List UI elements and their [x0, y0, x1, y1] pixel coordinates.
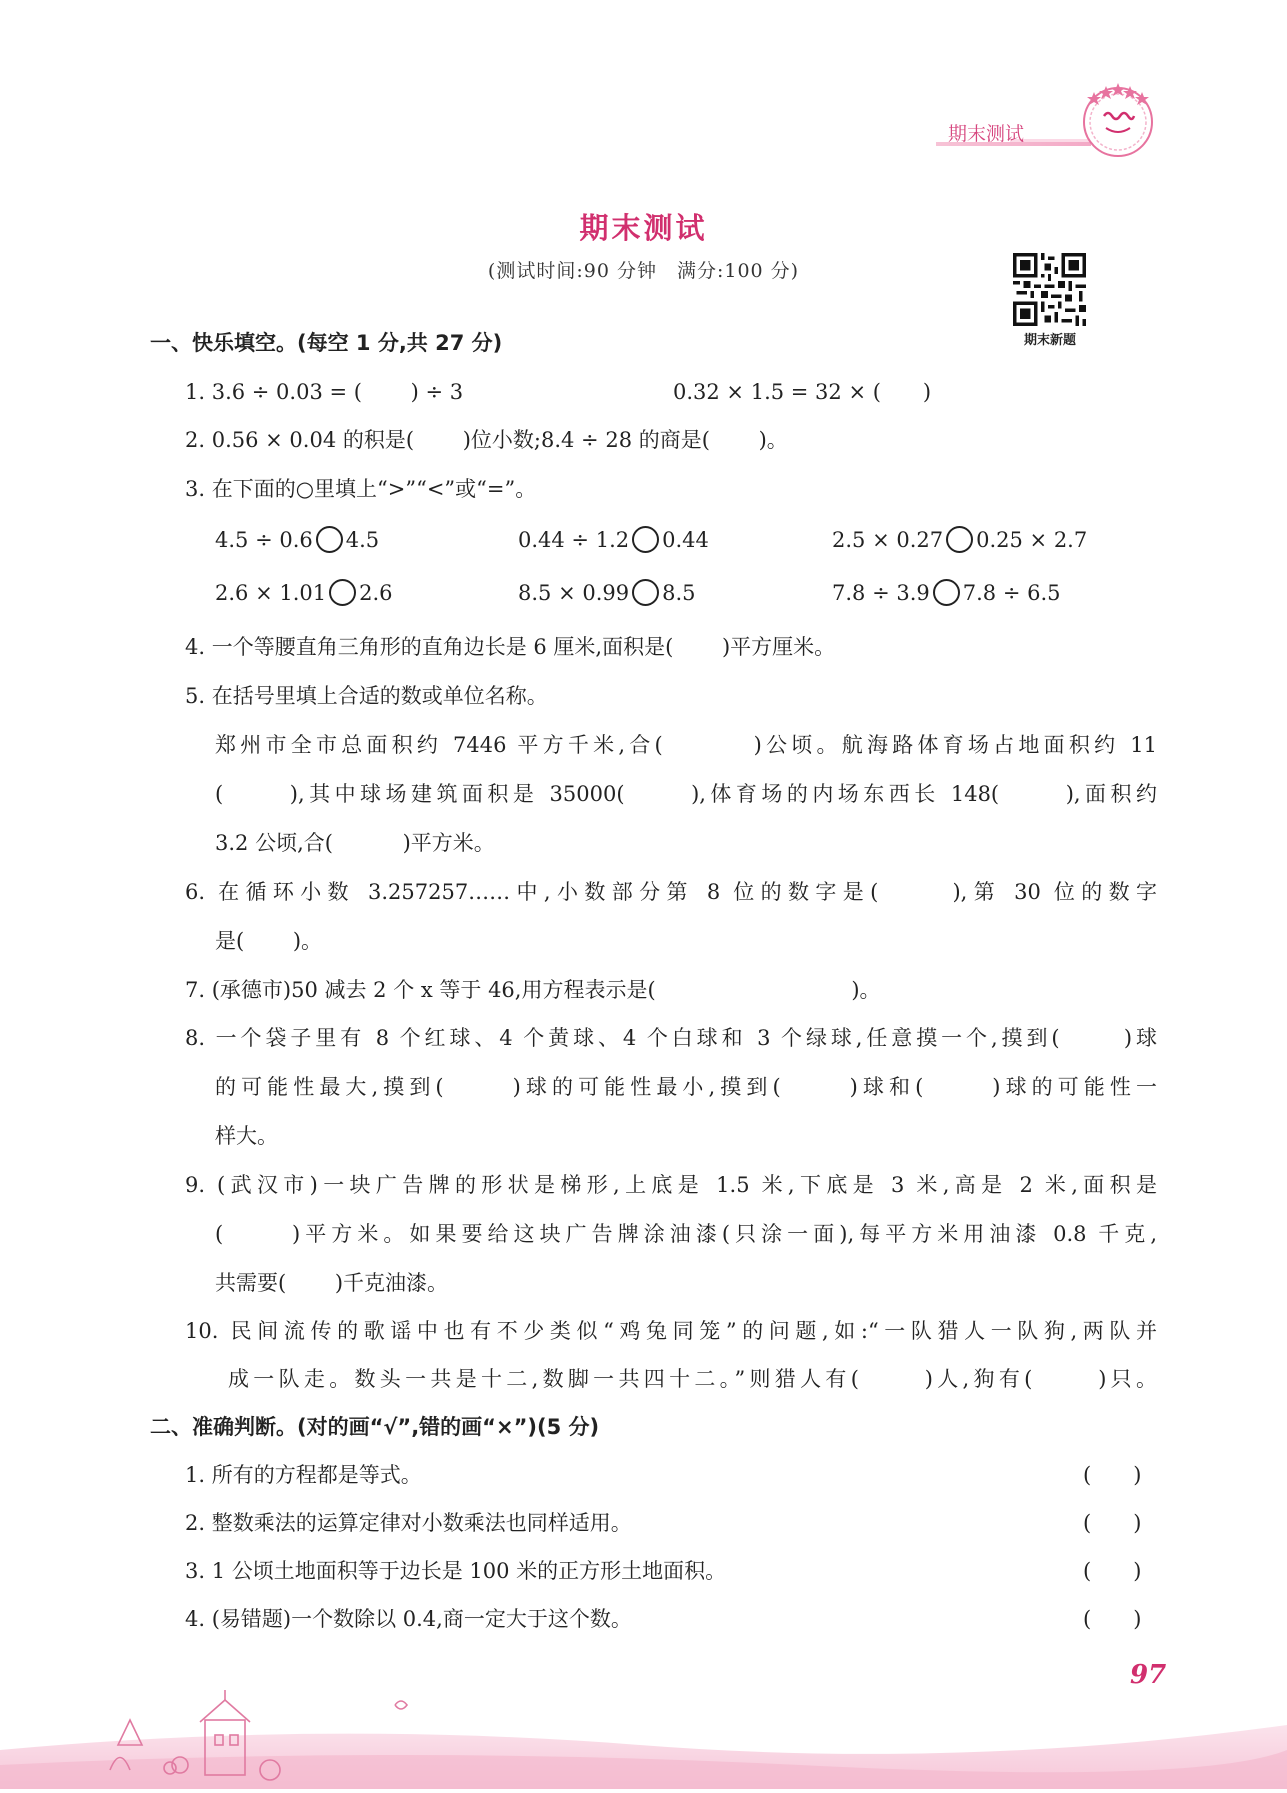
question-6-line: 是( )。 [215, 929, 323, 953]
compare-right: 0.25 × 2.7 [976, 528, 1088, 552]
answer-circle[interactable] [946, 526, 973, 553]
compare-left: 2.5 × 0.27 [832, 528, 944, 552]
answer-circle[interactable] [632, 526, 659, 553]
judge-item: 3. 1 公顷土地面积等于边长是 100 米的正方形土地面积。 [185, 1559, 727, 1583]
question-10: 10. 民间流传的歌谣中也有不少类似“鸡兔同笼”的问题,如:“一队猎人一队狗,两队并 [185, 1319, 1157, 1343]
compare-item [832, 526, 1087, 553]
brand-badge-icon [1077, 78, 1159, 160]
question-8-line: 样大。 [215, 1124, 278, 1148]
question-1a: 1. 3.6 ÷ 0.03 = ( ) ÷ 3 [185, 380, 464, 404]
question-7: 7. (承德市)50 减去 2 个 x 等于 46,用方程表示是( )。 [185, 978, 881, 1002]
compare-item [215, 526, 379, 553]
compare-left: 4.5 ÷ 0.6 [215, 528, 313, 552]
judge-item: 1. 所有的方程都是等式。 [185, 1463, 422, 1487]
question-6: 6. 在循环小数 3.257257……中,小数部分第 8 位的数字是( ),第 30 位的数字 [185, 880, 1157, 904]
compare-right: 4.5 [345, 528, 380, 552]
answer-circle[interactable] [316, 526, 343, 553]
qr-code-icon [1013, 253, 1086, 326]
question-1b: 0.32 × 1.5 = 32 × ( ) [673, 380, 932, 404]
judge-item: 2. 整数乘法的运算定律对小数乘法也同样适用。 [185, 1511, 632, 1535]
judge-answer-blank[interactable]: ( ) [1083, 1607, 1142, 1631]
section-2-heading: 二、准确判断。(对的画“√”,错的画“×”)(5 分) [150, 1415, 600, 1439]
compare-item [832, 579, 1061, 606]
compare-right: 8.5 [662, 581, 696, 605]
page-title: 期末测试 [579, 211, 708, 245]
compare-left: 2.6 × 1.01 [215, 581, 327, 605]
question-9-line: ( )平方米。如果要给这块广告牌涂油漆(只涂一面),每平方米用油漆 0.8 千克, [215, 1222, 1157, 1246]
question-8-line: 的可能性最大,摸到( )球的可能性最小,摸到( )球和( )球的可能性一 [215, 1075, 1157, 1099]
question-2: 2. 0.56 × 0.04 的积是( )位小数;8.4 ÷ 28 的商是( )。 [185, 428, 788, 452]
question-9: 9. (武汉市)一块广告牌的形状是梯形,上底是 1.5 米,下底是 3 米,高是 2 米,面积是 [185, 1173, 1157, 1197]
compare-item [215, 579, 393, 606]
question-5-line: 郑州市全市总面积约 7446 平方千米,合( )公顷。航海路体育场占地面积约 11 [215, 733, 1157, 757]
question-5-line: 3.2 公顷,合( )平方米。 [215, 831, 495, 855]
qr-label: 期末新题 [1023, 333, 1076, 348]
question-8: 8. 一个袋子里有 8 个红球、4 个黄球、4 个白球和 3 个绿球,任意摸一个,摸到( )球 [185, 1026, 1157, 1050]
compare-left: 8.5 × 0.99 [518, 581, 630, 605]
question-9-line: 共需要( )千克油漆。 [215, 1271, 449, 1295]
question-5-line: ( ),其中球场建筑面积是 35000( ),体育场的内场东西长 148( ),面积约 [215, 782, 1157, 806]
question-5: 5. 在括号里填上合适的数或单位名称。 [185, 684, 548, 708]
compare-right: 2.6 [359, 581, 393, 605]
compare-right: 7.8 ÷ 6.5 [962, 581, 1061, 605]
compare-item [518, 526, 709, 553]
answer-circle[interactable] [933, 579, 960, 606]
answer-circle[interactable] [329, 579, 356, 606]
compare-item [518, 579, 696, 606]
header-tag-label: 期末测试 [948, 123, 1025, 145]
question-3: 3. 在下面的○里填上“>”“<”或“=”。 [185, 477, 537, 501]
judge-answer-blank[interactable]: ( ) [1083, 1511, 1142, 1535]
footer-decoration [0, 1690, 1287, 1789]
answer-circle[interactable] [632, 579, 659, 606]
judge-answer-blank[interactable]: ( ) [1083, 1559, 1142, 1583]
compare-left: 0.44 ÷ 1.2 [518, 528, 630, 552]
question-4: 4. 一个等腰直角三角形的直角边长是 6 厘米,面积是( )平方厘米。 [185, 635, 836, 659]
compare-left: 7.8 ÷ 3.9 [832, 581, 930, 605]
judge-item: 4. (易错题)一个数除以 0.4,商一定大于这个数。 [185, 1607, 632, 1631]
compare-right: 0.44 [662, 528, 709, 552]
section-1-heading: 一、快乐填空。(每空 1 分,共 27 分) [150, 331, 503, 355]
test-info: (测试时间:90 分钟 满分:100 分) [487, 260, 800, 282]
question-10-line: 成一队走。数头一共是十二,数脚一共四十二。”则猎人有( )人,狗有( )只。 [228, 1367, 1157, 1391]
page-number: 97 [1130, 1660, 1167, 1690]
judge-answer-blank[interactable]: ( ) [1083, 1463, 1142, 1487]
